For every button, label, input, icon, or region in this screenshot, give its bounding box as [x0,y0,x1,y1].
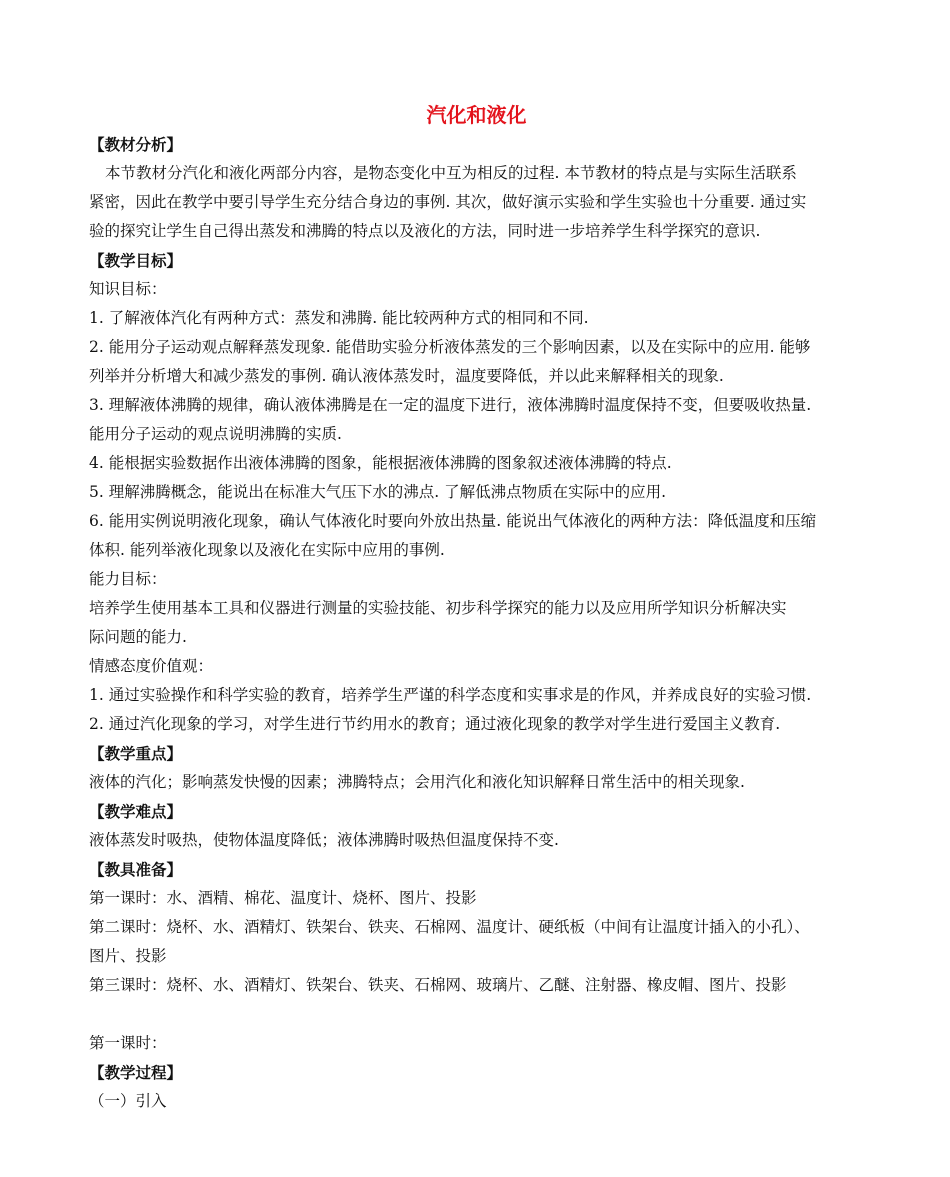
list-item-continuation: 列举并分析增大和减少蒸发的事例. 确认液体蒸发时，温度要降低，并以此来解释相关的现象. [89,367,724,385]
list-item: 2. 通过汽化现象的学习，对学生进行节约用水的教育；通过液化现象的教学对学生进行爱国主义教育. [89,715,781,733]
list-item: 1. 了解液体汽化有两种方式：蒸发和沸腾. 能比较两种方式的相同和不同. [89,309,589,327]
paragraph-line: 际问题的能力. [89,628,187,646]
section-heading-difficulties: 【教学难点】 [89,802,183,821]
subheading-knowledge-objectives: 知识目标： [89,280,167,298]
list-item: 4. 能根据实验数据作出液体沸腾的图象，能根据液体沸腾的图象叙述液体沸腾的特点. [89,454,672,472]
document-page [89,100,864,1116]
paragraph-line: 液体蒸发时吸热，使物体温度降低；液体沸腾时吸热但温度保持不变. [89,831,559,849]
subheading-ability-objectives: 能力目标： [89,570,167,588]
blank-line [89,1000,864,1029]
paragraph-line: 培养学生使用基本工具和仪器进行测量的实验技能、初步科学探究的能力以及应用所学知识分析解决实 [89,599,787,617]
subsection-introduction: （一）引入 [89,1092,167,1110]
paragraph-line: 验的探究让学生自己得出蒸发和沸腾的特点以及液化的方法，同时进一步培养学生科学探究的意识. [89,222,761,240]
section-heading-teaching-objectives: 【教学目标】 [89,251,183,270]
paragraph-line: 第一课时：水、酒精、棉花、温度计、烧杯、图片、投影 [89,889,477,907]
paragraph-line: 紧密，因此在教学中要引导学生充分结合身边的事例. 其次，做好演示实验和学生实验也十分重要. 通过实 [89,193,807,211]
paragraph-line: 第三课时：烧杯、水、酒精灯、铁架台、铁夹、石棉网、玻璃片、乙醚、注射器、橡皮帽、图片、投影 [89,976,787,994]
section-heading-material-analysis: 【教材分析】 [89,135,183,154]
subheading-emotional-values: 情感态度价值观： [89,657,214,675]
list-item-continuation: 能用分子运动的观点说明沸腾的实质. [89,425,342,443]
subheading-first-lesson: 第一课时： [89,1034,167,1052]
list-item: 6. 能用实例说明液化现象，确认气体液化时要向外放出热量. 能说出气体液化的两种方法：降低温度和压缩 [89,512,817,530]
paragraph-line: 本节教材分汽化和液化两部分内容，是物态变化中互为相反的过程. 本节教材的特点是与实际生活联系 [105,164,797,182]
paragraph-line: 图片、投影 [89,947,167,965]
list-item: 3. 理解液体沸腾的规律，确认液体沸腾是在一定的温度下进行，液体沸腾时温度保持不变，但要吸收热量. [89,396,812,414]
section-heading-teaching-aids: 【教具准备】 [89,860,183,879]
section-heading-teaching-process: 【教学过程】 [89,1063,183,1082]
list-item-continuation: 体积. 能列举液化现象以及液化在实际中应用的事例. [89,541,445,559]
paragraph-line: 液体的汽化；影响蒸发快慢的因素；沸腾特点；会用汽化和液化知识解释日常生活中的相关现象. [89,773,745,791]
list-item: 2. 能用分子运动观点解释蒸发现象. 能借助实验分析液体蒸发的三个影响因素，以及在实际中的应用. 能够 [89,338,811,356]
section-heading-key-points: 【教学重点】 [89,744,183,763]
list-item: 5. 理解沸腾概念，能说出在标准大气压下水的沸点. 了解低沸点物质在实际中的应用. [89,483,666,501]
paragraph-line: 第二课时：烧杯、水、酒精灯、铁架台、铁夹、石棉网、温度计、硬纸板（中间有让温度计插入的小孔）、 [89,918,810,936]
document-title: 汽化和液化 [426,103,527,127]
list-item: 1. 通过实验操作和科学实验的教育，培养学生严谨的科学态度和实事求是的作风，并养成良好的实验习惯. [89,686,812,704]
